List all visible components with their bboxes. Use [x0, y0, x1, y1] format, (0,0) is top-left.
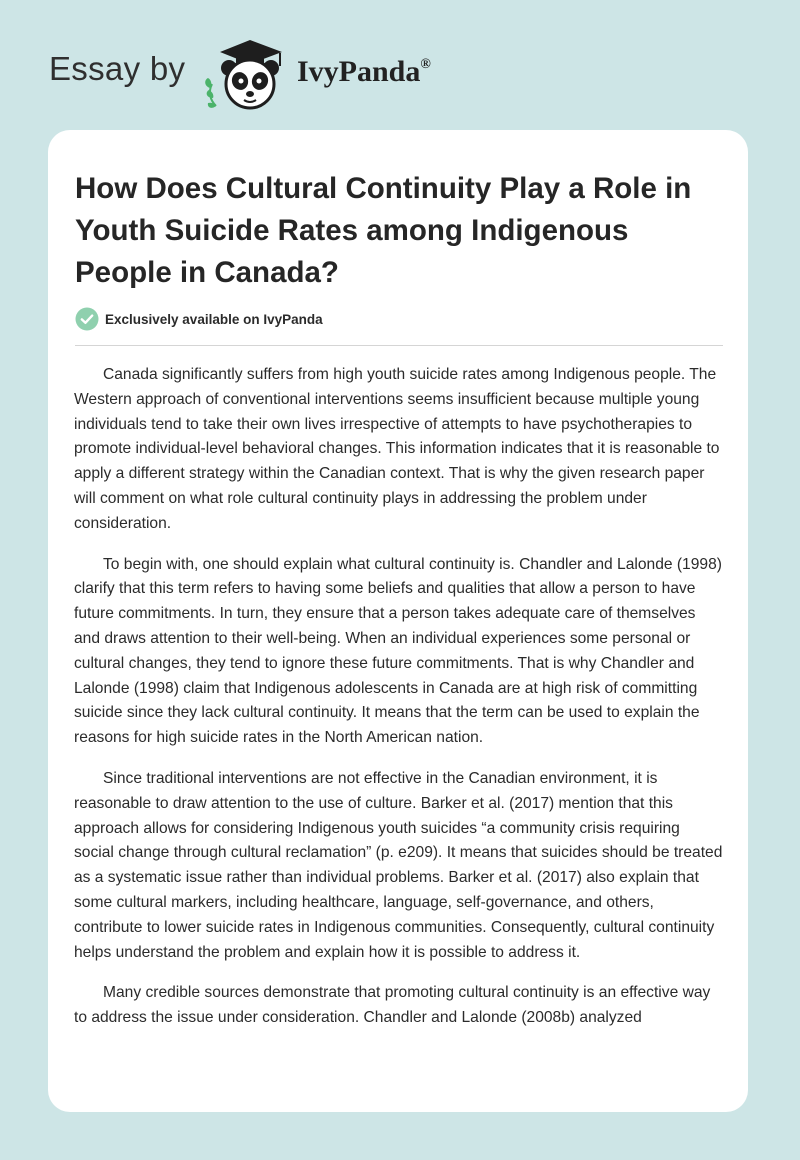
paragraph: Canada significantly suffers from high youth suicide rates among Indigenous people. The Western approach of conventional interventions seems insufficient because multiple young individuals tend to take their own lives irrespective of attempts to have psychotherapies to promote individual-level behavioral changes. This information indicates that it is reasonable to apply a different strategy within the Canadian context. That is why the given research paper will comment on what role cultural continuity plays in addressing the problem under consideration. [74, 366, 720, 532]
title-divider [75, 345, 723, 346]
registered-mark: ® [420, 57, 431, 72]
exclusive-badge [75, 307, 323, 331]
brand-name-text: IvyPanda [297, 55, 421, 88]
panda-graduate-logo-icon[interactable] [202, 36, 292, 112]
essay-title: How Does Cultural Continuity Play a Role in Youth Suicide Rates among Indigenous People in Canada? [75, 172, 692, 289]
check-circle-icon [75, 307, 99, 331]
paragraph: To begin with, one should explain what cultural continuity is. Chandler and Lalonde (1998) clarify that this term refers to having some beliefs and qualities that allow a person to have future commitments. In turn, they ensure that a person takes adequate care of themselves and draws attention to their well-being. When an individual experiences some personal or cultural changes, they tend to ignore these future commitments. That is why Chandler and Lalonde (1998) claim that Indigenous adolescents in Canada are at high risk of committing suicide since they lack cultural continuity. It means that the term can be used to explain the reasons for high suicide rates in the North American nation. [74, 555, 722, 747]
essay-body [74, 363, 724, 1047]
site-header [0, 0, 800, 130]
exclusive-badge-label: Exclusively available on IvyPanda [105, 311, 323, 327]
essay-card [48, 130, 748, 1112]
paragraph: Since traditional interventions are not effective in the Canadian environment, it is reasonable to draw attention to the use of culture. Barker et al. (2017) mention that this approach allows for considering Indigenous youth suicides “a community crisis requiring social change through cultural reclamation” (p. e209). It means that suicides should be treated as a systematic issue rather than individual problems. Barker et al. (2017) also explain that some cultural markers, including healthcare, language, self-governance, and others, contribute to lower suicide rates in Indigenous communities. Consequently, cultural continuity helps understand the problem and explain how it is possible to address it. [74, 769, 723, 961]
brand-name[interactable] [297, 55, 431, 89]
paragraph: Many credible sources demonstrate that promoting cultural continuity is an effective way to address the issue under consideration. Chandler and Lalonde (2008b) analyzed [74, 984, 711, 1027]
essay-by-label: Essay by [49, 50, 186, 87]
